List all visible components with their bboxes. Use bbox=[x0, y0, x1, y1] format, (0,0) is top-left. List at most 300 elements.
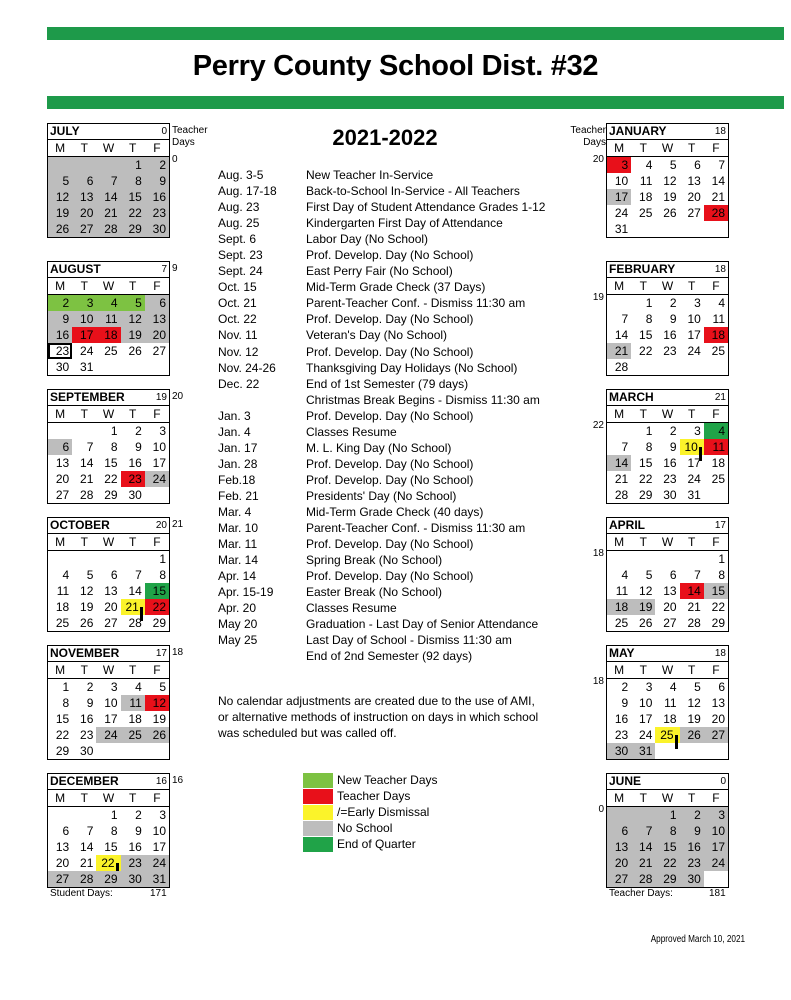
day-number: 5 bbox=[86, 568, 94, 582]
day-number: 20 bbox=[80, 206, 94, 220]
day-number: 6 bbox=[718, 680, 725, 694]
day-number: 28 bbox=[639, 872, 653, 886]
day-number: 5 bbox=[159, 680, 166, 694]
day-cell bbox=[121, 807, 145, 823]
day-number: 26 bbox=[80, 616, 94, 630]
event-row bbox=[218, 648, 588, 664]
event-row bbox=[218, 344, 588, 360]
day-cell bbox=[72, 439, 96, 455]
day-number: 9 bbox=[86, 696, 94, 710]
day-number: 25 bbox=[104, 344, 118, 358]
day-number: 14 bbox=[711, 174, 725, 188]
event-row bbox=[218, 215, 588, 231]
day-number: 26 bbox=[663, 206, 677, 220]
day-cell bbox=[48, 599, 72, 615]
weekday-label: F bbox=[153, 791, 161, 805]
week-row bbox=[48, 439, 169, 455]
weekday-label: T bbox=[129, 791, 137, 805]
event-text: Prof. Develop. Day (No School) bbox=[306, 248, 474, 263]
event-text: Thanksgiving Day Holidays (No School) bbox=[306, 360, 518, 375]
day-cell bbox=[680, 551, 704, 567]
day-number: 17 bbox=[104, 712, 118, 726]
day-number: 23 bbox=[614, 728, 629, 742]
weekday-label: F bbox=[712, 535, 720, 549]
day-number: 11 bbox=[129, 696, 142, 710]
event-row bbox=[218, 520, 588, 536]
day-cell bbox=[48, 295, 72, 311]
day-number: 11 bbox=[639, 174, 653, 188]
day-cell bbox=[72, 823, 96, 839]
month-day-count: 0 bbox=[161, 126, 167, 137]
day-cell bbox=[121, 567, 145, 583]
event-text: Mid-Term Grade Check (40 days) bbox=[306, 504, 484, 519]
day-number: 24 bbox=[104, 728, 118, 742]
note-line: No calendar adjustments are created due to the use of AMI, bbox=[218, 694, 535, 708]
day-cell bbox=[607, 471, 631, 487]
day-cell bbox=[680, 359, 704, 375]
event-row bbox=[218, 167, 588, 183]
event-date: Sept. 23 bbox=[218, 248, 263, 263]
day-number: 7 bbox=[694, 568, 701, 582]
day-number: 21 bbox=[80, 856, 94, 870]
day-number: 8 bbox=[645, 312, 653, 326]
day-number: 21 bbox=[125, 600, 139, 614]
day-cell bbox=[145, 823, 169, 839]
weekday-label: F bbox=[712, 279, 720, 293]
day-cell bbox=[607, 679, 631, 695]
day-cell bbox=[631, 327, 655, 343]
day-number: 2 bbox=[694, 808, 701, 822]
day-number: 22 bbox=[104, 472, 118, 486]
weekday-label: W bbox=[102, 141, 115, 155]
day-cell bbox=[48, 439, 72, 455]
day-cell bbox=[48, 615, 72, 631]
day-cell bbox=[631, 189, 655, 205]
day-number: 5 bbox=[669, 158, 677, 172]
weekday-label: T bbox=[639, 535, 647, 549]
weekday-row bbox=[48, 790, 169, 807]
weekday-label: T bbox=[80, 663, 88, 677]
month-day-count: 16 bbox=[155, 776, 167, 787]
event-row bbox=[218, 584, 588, 600]
event-text: Prof. Develop. Day (No School) bbox=[306, 569, 474, 584]
event-date: Mar. 10 bbox=[218, 521, 259, 536]
day-cell bbox=[607, 871, 631, 887]
day-number: 15 bbox=[104, 456, 118, 470]
day-cell bbox=[72, 855, 96, 871]
day-number: 1 bbox=[110, 808, 118, 822]
day-cell bbox=[121, 743, 145, 759]
day-number: 23 bbox=[55, 344, 70, 358]
weekday-label: T bbox=[639, 141, 647, 155]
day-number: 23 bbox=[128, 856, 142, 870]
month-header bbox=[607, 518, 728, 534]
day-number: 22 bbox=[639, 472, 653, 486]
day-number: 30 bbox=[614, 744, 629, 758]
month-january bbox=[606, 123, 729, 238]
day-cell bbox=[145, 711, 169, 727]
event-date: Aug. 3-5 bbox=[218, 168, 264, 182]
event-text: Prof. Develop. Day (No School) bbox=[306, 312, 474, 327]
day-number: 30 bbox=[152, 222, 166, 236]
week-row bbox=[607, 567, 728, 583]
weekday-row bbox=[607, 790, 728, 807]
running-teacher-days: 9 bbox=[172, 263, 178, 274]
week-row bbox=[607, 711, 728, 727]
day-cell bbox=[96, 695, 120, 711]
day-cell bbox=[607, 727, 631, 743]
day-number: 27 bbox=[663, 616, 677, 630]
weekday-row bbox=[607, 406, 728, 423]
event-row bbox=[218, 360, 588, 376]
event-text: Mid-Term Grade Check (37 Days) bbox=[306, 280, 486, 295]
day-number: 8 bbox=[159, 568, 166, 582]
day-number: 26 bbox=[687, 728, 701, 742]
day-cell bbox=[96, 221, 120, 237]
day-number: 17 bbox=[152, 840, 166, 854]
student-days-label: Student Days: bbox=[50, 888, 113, 899]
day-number: 4 bbox=[62, 568, 70, 582]
day-number: 10 bbox=[104, 696, 118, 710]
event-text: End of 2nd Semester (92 days) bbox=[306, 649, 473, 664]
weekday-label: W bbox=[102, 407, 115, 421]
month-name: JUNE bbox=[609, 774, 642, 788]
day-cell bbox=[631, 583, 655, 599]
day-cell bbox=[96, 679, 120, 695]
day-cell bbox=[72, 679, 96, 695]
ami-note bbox=[218, 693, 578, 741]
day-cell bbox=[704, 205, 728, 221]
day-cell bbox=[631, 157, 655, 173]
day-number: 16 bbox=[152, 190, 166, 204]
day-number: 14 bbox=[104, 190, 118, 204]
day-number: 6 bbox=[62, 440, 70, 454]
event-row bbox=[218, 376, 588, 392]
day-cell bbox=[72, 173, 96, 189]
day-cell bbox=[631, 871, 655, 887]
day-number: 15 bbox=[152, 584, 166, 598]
day-cell bbox=[145, 599, 169, 615]
day-cell bbox=[121, 839, 145, 855]
school-year: 2021-2022 bbox=[332, 125, 438, 150]
weekday-label: M bbox=[614, 663, 625, 677]
month-header bbox=[607, 262, 728, 278]
day-cell bbox=[680, 487, 704, 503]
day-number: 7 bbox=[86, 440, 94, 454]
weekday-label: M bbox=[55, 535, 66, 549]
week-row bbox=[607, 487, 728, 503]
day-cell bbox=[607, 839, 631, 855]
day-number: 16 bbox=[55, 328, 70, 342]
day-cell bbox=[704, 157, 728, 173]
day-number: 7 bbox=[86, 824, 94, 838]
week-row bbox=[607, 205, 728, 221]
event-row bbox=[218, 424, 588, 440]
week-row bbox=[48, 295, 169, 311]
running-teacher-days: 21 bbox=[172, 519, 184, 530]
day-number: 15 bbox=[128, 190, 142, 204]
day-number: 2 bbox=[86, 680, 94, 694]
event-text: Prof. Develop. Day (No School) bbox=[306, 537, 474, 552]
running-teacher-days: 0 bbox=[598, 804, 604, 815]
day-number: 10 bbox=[152, 824, 166, 838]
day-cell bbox=[680, 173, 704, 189]
event-row bbox=[218, 263, 588, 279]
day-cell bbox=[680, 807, 704, 823]
week-row bbox=[607, 471, 728, 487]
day-cell bbox=[680, 839, 704, 855]
day-cell bbox=[704, 711, 728, 727]
month-name: MAY bbox=[609, 646, 635, 660]
day-cell bbox=[145, 311, 169, 327]
day-cell bbox=[655, 727, 679, 743]
day-number: 16 bbox=[663, 456, 677, 470]
day-number: 23 bbox=[80, 728, 94, 742]
day-number: 3 bbox=[694, 424, 701, 438]
day-number: 22 bbox=[152, 600, 166, 614]
event-date: Feb. 21 bbox=[218, 488, 259, 503]
week-row bbox=[48, 359, 169, 375]
weekday-label: M bbox=[614, 791, 625, 805]
weekday-row bbox=[607, 140, 728, 157]
day-cell bbox=[607, 173, 631, 189]
day-cell bbox=[631, 823, 655, 839]
day-cell bbox=[631, 807, 655, 823]
week-row bbox=[607, 423, 728, 439]
day-cell bbox=[704, 359, 728, 375]
day-cell bbox=[145, 679, 169, 695]
day-cell bbox=[72, 871, 96, 887]
weekday-label: T bbox=[80, 535, 88, 549]
day-number: 18 bbox=[711, 456, 725, 470]
day-cell bbox=[607, 823, 631, 839]
day-number: 18 bbox=[663, 712, 677, 726]
month-day-count: 18 bbox=[714, 264, 726, 275]
day-cell bbox=[655, 423, 679, 439]
week-row bbox=[607, 679, 728, 695]
day-number: 25 bbox=[639, 206, 653, 220]
event-date: Aug. 25 bbox=[218, 216, 260, 231]
day-number: 8 bbox=[110, 824, 118, 838]
weekday-label: T bbox=[129, 407, 137, 421]
day-number: 30 bbox=[663, 488, 677, 502]
day-cell bbox=[96, 295, 120, 311]
day-number: 17 bbox=[80, 328, 94, 342]
month-november bbox=[47, 645, 170, 760]
day-cell bbox=[680, 343, 704, 359]
week-row bbox=[607, 727, 728, 743]
day-number: 28 bbox=[80, 488, 94, 502]
week-row bbox=[607, 695, 728, 711]
day-cell bbox=[145, 189, 169, 205]
day-cell bbox=[48, 679, 72, 695]
week-row bbox=[48, 711, 169, 727]
legend-label: No School bbox=[337, 821, 393, 835]
day-number: 21 bbox=[614, 344, 629, 358]
day-number: 24 bbox=[614, 206, 629, 220]
day-number: 30 bbox=[128, 488, 142, 502]
day-cell bbox=[72, 471, 96, 487]
month-march bbox=[606, 389, 729, 504]
weekday-label: M bbox=[55, 663, 66, 677]
running-teacher-days: 18 bbox=[592, 548, 604, 559]
day-number: 9 bbox=[135, 440, 142, 454]
day-cell bbox=[96, 311, 120, 327]
day-number: 13 bbox=[55, 456, 70, 470]
day-cell bbox=[48, 359, 72, 375]
event-date: Feb.18 bbox=[218, 472, 256, 487]
week-row bbox=[48, 679, 169, 695]
day-cell bbox=[680, 471, 704, 487]
event-date: Apr. 15-19 bbox=[218, 585, 274, 600]
day-number: 7 bbox=[621, 440, 629, 454]
day-number: 7 bbox=[718, 158, 725, 172]
day-number: 9 bbox=[62, 312, 70, 326]
day-cell bbox=[631, 695, 655, 711]
day-cell bbox=[72, 615, 96, 631]
day-cell bbox=[680, 583, 704, 599]
day-cell bbox=[607, 205, 631, 221]
day-cell bbox=[704, 439, 728, 455]
weekday-label: W bbox=[661, 791, 674, 805]
day-cell bbox=[680, 599, 704, 615]
day-cell bbox=[121, 343, 145, 359]
day-number: 16 bbox=[614, 712, 629, 726]
day-cell bbox=[48, 567, 72, 583]
event-date: Nov. 24-26 bbox=[218, 360, 276, 375]
day-cell bbox=[631, 615, 655, 631]
day-number: 3 bbox=[645, 680, 653, 694]
day-number: 1 bbox=[718, 552, 725, 566]
event-text: Back-to-School In-Service - All Teachers bbox=[306, 184, 520, 199]
day-cell bbox=[121, 551, 145, 567]
month-name: JANUARY bbox=[609, 124, 667, 138]
week-row bbox=[48, 583, 169, 599]
day-cell bbox=[121, 295, 145, 311]
day-number: 15 bbox=[663, 840, 677, 854]
day-number: 21 bbox=[639, 856, 653, 870]
day-cell bbox=[607, 695, 631, 711]
day-number: 10 bbox=[152, 440, 166, 454]
legend-item bbox=[303, 804, 438, 820]
day-cell bbox=[631, 311, 655, 327]
day-cell bbox=[96, 743, 120, 759]
event-date: Oct. 21 bbox=[218, 296, 257, 311]
day-number: 17 bbox=[639, 712, 653, 726]
event-date: Aug. 17-18 bbox=[218, 184, 277, 199]
day-cell bbox=[96, 359, 120, 375]
month-october bbox=[47, 517, 170, 632]
day-number: 2 bbox=[62, 296, 70, 310]
day-cell bbox=[655, 487, 679, 503]
day-cell bbox=[704, 567, 728, 583]
event-date: Mar. 14 bbox=[218, 553, 259, 568]
day-number: 31 bbox=[152, 872, 166, 886]
week-row bbox=[48, 173, 169, 189]
day-number: 27 bbox=[55, 872, 70, 886]
day-cell bbox=[680, 157, 704, 173]
day-number: 14 bbox=[614, 328, 629, 342]
month-header bbox=[48, 774, 169, 790]
day-number: 13 bbox=[663, 584, 677, 598]
weekday-label: W bbox=[661, 663, 674, 677]
month-header bbox=[48, 124, 169, 140]
day-number: 17 bbox=[711, 840, 725, 854]
day-number: 2 bbox=[669, 424, 677, 438]
day-number: 6 bbox=[86, 174, 94, 188]
day-cell bbox=[607, 189, 631, 205]
day-number: 2 bbox=[669, 296, 677, 310]
event-row bbox=[218, 472, 588, 488]
day-number: 14 bbox=[128, 584, 142, 598]
day-cell bbox=[145, 471, 169, 487]
day-cell bbox=[72, 343, 96, 359]
legend-item bbox=[303, 788, 438, 804]
day-number: 28 bbox=[80, 872, 94, 886]
day-number: 8 bbox=[110, 440, 118, 454]
day-number: 8 bbox=[645, 440, 653, 454]
week-row bbox=[607, 583, 728, 599]
running-teacher-days: 0 bbox=[172, 154, 178, 165]
day-number: 19 bbox=[663, 190, 677, 204]
month-day-count: 0 bbox=[720, 776, 726, 787]
day-number: 15 bbox=[639, 456, 653, 470]
day-cell bbox=[72, 567, 96, 583]
day-number: 26 bbox=[152, 728, 166, 742]
event-date: Oct. 15 bbox=[218, 280, 257, 295]
day-cell bbox=[680, 855, 704, 871]
month-may bbox=[606, 645, 729, 760]
day-number: 18 bbox=[104, 328, 118, 342]
weekday-label: F bbox=[153, 141, 161, 155]
event-date: Oct. 22 bbox=[218, 312, 257, 327]
event-date bbox=[218, 648, 306, 664]
day-number: 10 bbox=[614, 174, 629, 188]
legend-item bbox=[303, 772, 438, 788]
weekday-label: F bbox=[712, 663, 720, 677]
event-date bbox=[218, 392, 306, 408]
event-text: Last Day of School - Dismiss 11:30 am bbox=[306, 633, 512, 648]
day-number: 19 bbox=[55, 206, 70, 220]
day-number: 6 bbox=[110, 568, 118, 582]
event-date: Nov. 12 bbox=[218, 344, 259, 359]
day-cell bbox=[704, 583, 728, 599]
day-cell bbox=[145, 695, 169, 711]
day-number: 8 bbox=[718, 568, 725, 582]
event-text: Prof. Develop. Day (No School) bbox=[306, 344, 474, 359]
day-number: 15 bbox=[711, 584, 725, 598]
day-cell bbox=[607, 359, 631, 375]
day-number: 29 bbox=[152, 616, 166, 630]
weekday-label: W bbox=[661, 141, 674, 155]
day-number: 2 bbox=[621, 680, 629, 694]
day-cell bbox=[655, 599, 679, 615]
week-row bbox=[48, 455, 169, 471]
event-date: Apr. 20 bbox=[218, 601, 257, 616]
day-cell bbox=[631, 221, 655, 237]
day-cell bbox=[96, 855, 120, 871]
day-cell bbox=[121, 695, 145, 711]
day-number: 21 bbox=[80, 472, 94, 486]
event-text: Parent-Teacher Conf. - Dismiss 11:30 am bbox=[306, 521, 526, 536]
day-number: 1 bbox=[669, 808, 677, 822]
day-number: 18 bbox=[639, 190, 653, 204]
week-row bbox=[607, 189, 728, 205]
day-cell bbox=[121, 455, 145, 471]
day-cell bbox=[704, 221, 728, 237]
day-cell bbox=[631, 727, 655, 743]
day-cell bbox=[704, 695, 728, 711]
